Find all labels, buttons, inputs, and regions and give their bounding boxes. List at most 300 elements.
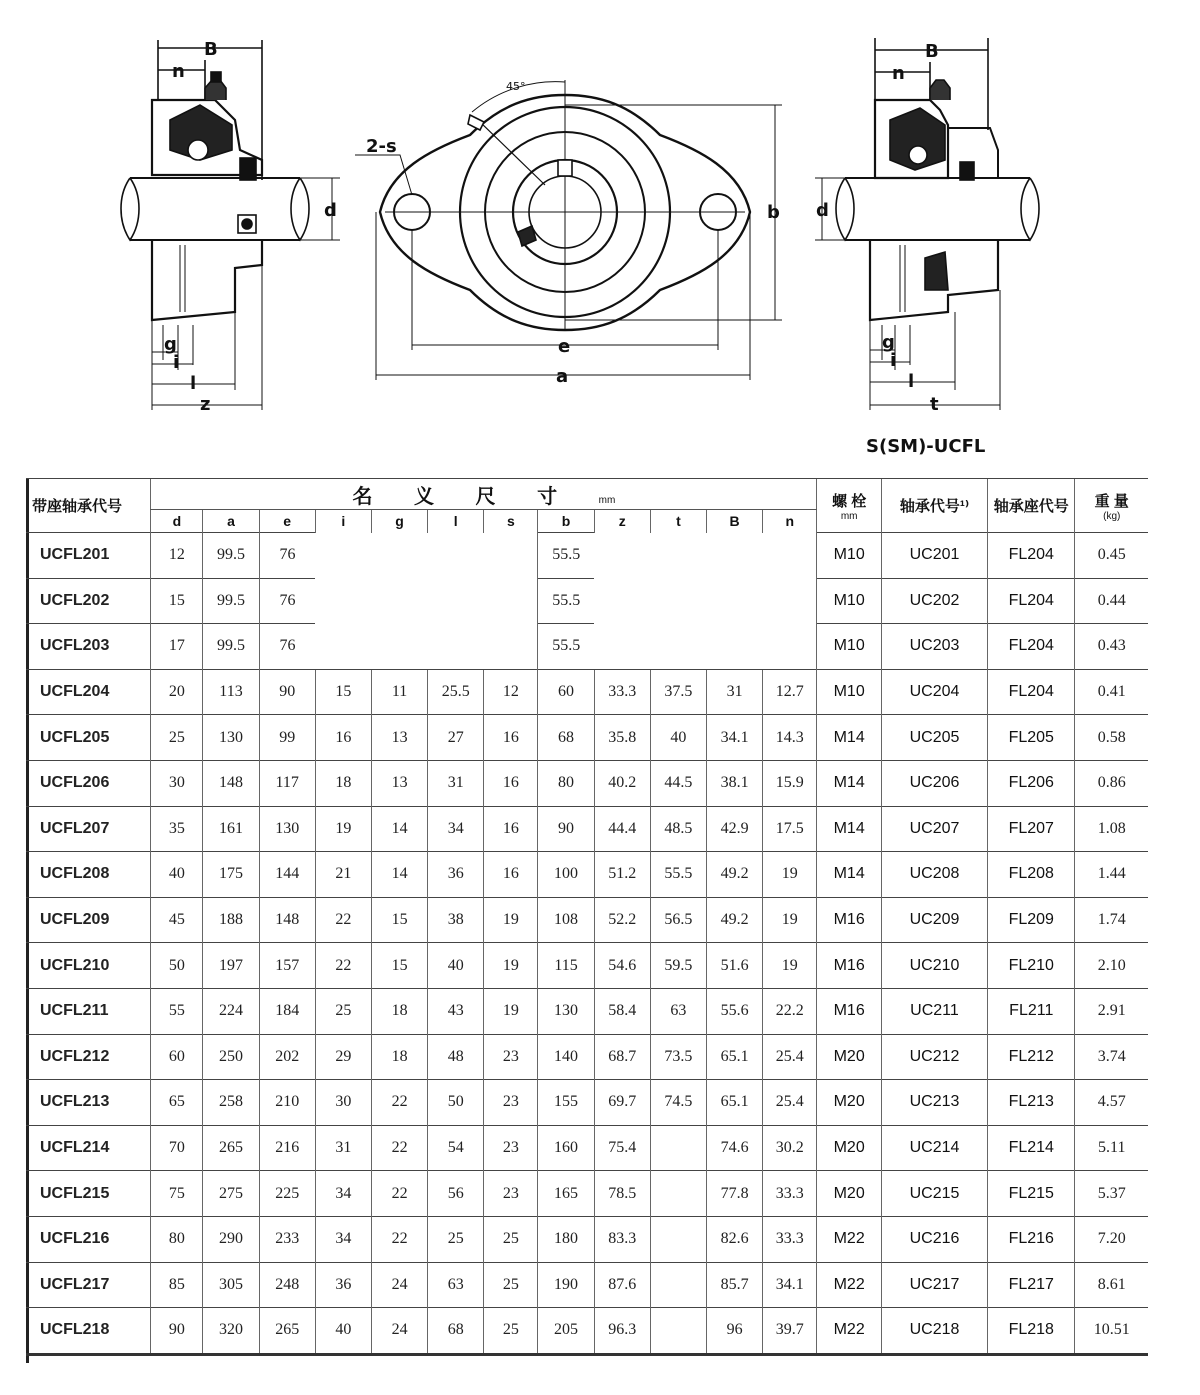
cell-t: 63 [650, 988, 706, 1034]
cell-b [707, 578, 763, 624]
cell-s: 16 [484, 760, 538, 806]
cell-b: 96 [707, 1308, 763, 1355]
cell-z: 58.4 [594, 988, 650, 1034]
cell-t: 44.5 [650, 760, 706, 806]
cell-bearing: UC214 [881, 1125, 987, 1171]
cell-i: 31 [315, 1125, 371, 1171]
cell-a: 305 [203, 1262, 259, 1308]
table-row [26, 760, 1148, 806]
cell-b: 55.5 [538, 624, 594, 670]
table-row [26, 1171, 1148, 1217]
cell-a: 197 [203, 943, 259, 989]
cell-a: 258 [203, 1080, 259, 1126]
cell-bolt: M16 [817, 897, 882, 943]
cell-t [650, 624, 706, 670]
table-body [26, 533, 1148, 1355]
label-B-left: B [204, 39, 218, 60]
dim-header-4: i [315, 510, 371, 533]
weight-unit: (kg) [1103, 510, 1121, 522]
cell-bearing: UC202 [881, 578, 987, 624]
technical-drawing [0, 0, 1200, 470]
label-g-left: g [164, 334, 177, 355]
header-row-top [26, 479, 1148, 510]
cell-t: 55.5 [650, 852, 706, 898]
cell-a: 130 [203, 715, 259, 761]
cell-g: 22 [371, 1216, 427, 1262]
cell-weight: 7.20 [1075, 1216, 1148, 1262]
cell-n: 12.7 [763, 669, 817, 715]
dim-header-2: a [203, 510, 259, 533]
bearing-column-header: 轴承代号¹⁾ [881, 479, 987, 533]
cell-housing: FL216 [988, 1216, 1075, 1262]
cell-b: 74.6 [707, 1125, 763, 1171]
cell-z: 69.7 [594, 1080, 650, 1126]
side-view-right [815, 38, 1039, 410]
cell-s: 25 [484, 1262, 538, 1308]
nominal-dimensions-title: 名 义 尺 寸 [352, 485, 576, 508]
cell-housing: FL208 [988, 852, 1075, 898]
cell-housing: FL215 [988, 1171, 1075, 1217]
cell-a: 265 [203, 1125, 259, 1171]
cell-g: 18 [371, 1034, 427, 1080]
cell-bolt: M16 [817, 943, 882, 989]
cell-model: UCFL210 [26, 943, 151, 989]
label-e-front: e [558, 336, 571, 357]
cell-bearing: UC206 [881, 760, 987, 806]
cell-z: 33.3 [594, 669, 650, 715]
cell-d: 50 [151, 943, 203, 989]
cell-bearing: UC217 [881, 1262, 987, 1308]
cell-model: UCFL206 [26, 760, 151, 806]
cell-b: 42.9 [707, 806, 763, 852]
cell-bearing: UC212 [881, 1034, 987, 1080]
cell-model: UCFL214 [26, 1125, 151, 1171]
cell-t: 59.5 [650, 943, 706, 989]
cell-z [594, 533, 650, 579]
cell-n: 14.3 [763, 715, 817, 761]
cell-l: 54 [428, 1125, 484, 1171]
cell-t: 37.5 [650, 669, 706, 715]
table-row [26, 669, 1148, 715]
cell-housing: FL204 [988, 533, 1075, 579]
cell-a: 99.5 [203, 578, 259, 624]
cell-a: 161 [203, 806, 259, 852]
cell-bearing: UC216 [881, 1216, 987, 1262]
cell-bolt: M10 [817, 624, 882, 670]
cell-bolt: M20 [817, 1125, 882, 1171]
cell-z: 83.3 [594, 1216, 650, 1262]
dim-header-11: B [707, 510, 763, 533]
weight-column-header [1075, 479, 1148, 533]
side-view-left [121, 40, 340, 410]
cell-e: 144 [259, 852, 315, 898]
cell-d: 25 [151, 715, 203, 761]
cell-z: 40.2 [594, 760, 650, 806]
cell-weight: 3.74 [1075, 1034, 1148, 1080]
cell-d: 45 [151, 897, 203, 943]
cell-s: 23 [484, 1171, 538, 1217]
cell-b: 65.1 [707, 1034, 763, 1080]
bolt-column-header [817, 479, 882, 533]
table-row [26, 624, 1148, 670]
cell-d: 17 [151, 624, 203, 670]
cell-i: 34 [315, 1216, 371, 1262]
cell-e: 76 [259, 578, 315, 624]
cell-l [428, 624, 484, 670]
cell-a: 148 [203, 760, 259, 806]
dim-header-12: n [763, 510, 817, 533]
table-row [26, 1216, 1148, 1262]
cell-e: 184 [259, 988, 315, 1034]
cell-b: 165 [538, 1171, 594, 1217]
table-row [26, 988, 1148, 1034]
cell-b: 49.2 [707, 897, 763, 943]
cell-bearing: UC210 [881, 943, 987, 989]
cell-l: 25.5 [428, 669, 484, 715]
cell-d: 35 [151, 806, 203, 852]
cell-housing: FL207 [988, 806, 1075, 852]
cell-b [707, 533, 763, 579]
table-row [26, 897, 1148, 943]
cell-n: 15.9 [763, 760, 817, 806]
dim-header-8: b [538, 510, 594, 533]
cell-n: 30.2 [763, 1125, 817, 1171]
model-caption: S(SM)-UCFL [866, 436, 986, 457]
cell-i: 21 [315, 852, 371, 898]
cell-d: 12 [151, 533, 203, 579]
cell-b: 49.2 [707, 852, 763, 898]
cell-t: 40 [650, 715, 706, 761]
cell-i: 25 [315, 988, 371, 1034]
cell-b: 51.6 [707, 943, 763, 989]
cell-b: 100 [538, 852, 594, 898]
cell-weight: 0.45 [1075, 533, 1148, 579]
cell-i [315, 533, 371, 579]
cell-l: 56 [428, 1171, 484, 1217]
cell-b: 55.5 [538, 578, 594, 624]
cell-bearing: UC204 [881, 669, 987, 715]
cell-bearing: UC205 [881, 715, 987, 761]
cell-s [484, 578, 538, 624]
table-row [26, 1308, 1148, 1355]
cell-l: 31 [428, 760, 484, 806]
cell-g: 24 [371, 1308, 427, 1355]
cell-a: 113 [203, 669, 259, 715]
cell-g: 13 [371, 715, 427, 761]
cell-housing: FL204 [988, 624, 1075, 670]
cell-weight: 4.57 [1075, 1080, 1148, 1126]
cell-s: 16 [484, 715, 538, 761]
table-row [26, 1262, 1148, 1308]
cell-t [650, 1171, 706, 1217]
cell-s: 25 [484, 1308, 538, 1355]
cell-model: UCFL213 [26, 1080, 151, 1126]
cell-n: 19 [763, 852, 817, 898]
cell-b: 68 [538, 715, 594, 761]
cell-b: 60 [538, 669, 594, 715]
cell-n [763, 624, 817, 670]
cell-e: 99 [259, 715, 315, 761]
cell-g: 18 [371, 988, 427, 1034]
cell-e: 90 [259, 669, 315, 715]
cell-d: 30 [151, 760, 203, 806]
cell-e: 248 [259, 1262, 315, 1308]
cell-bolt: M10 [817, 533, 882, 579]
cell-bolt: M14 [817, 760, 882, 806]
cell-i: 40 [315, 1308, 371, 1355]
cell-e: 233 [259, 1216, 315, 1262]
model-column-header: 带座轴承代号 [26, 479, 151, 533]
label-t-right: t [930, 394, 939, 415]
cell-l: 40 [428, 943, 484, 989]
cell-e: 148 [259, 897, 315, 943]
cell-g: 15 [371, 943, 427, 989]
cell-b: 90 [538, 806, 594, 852]
label-d-left: d [324, 200, 337, 221]
cell-i: 18 [315, 760, 371, 806]
cell-b: 55.6 [707, 988, 763, 1034]
cell-g [371, 624, 427, 670]
cell-i: 36 [315, 1262, 371, 1308]
cell-n: 34.1 [763, 1262, 817, 1308]
cell-s: 23 [484, 1034, 538, 1080]
cell-z: 78.5 [594, 1171, 650, 1217]
cell-l: 27 [428, 715, 484, 761]
cell-i: 34 [315, 1171, 371, 1217]
cell-model: UCFL204 [26, 669, 151, 715]
cell-bearing: UC213 [881, 1080, 987, 1126]
cell-l: 25 [428, 1216, 484, 1262]
cell-weight: 2.91 [1075, 988, 1148, 1034]
cell-n: 17.5 [763, 806, 817, 852]
cell-weight: 5.11 [1075, 1125, 1148, 1171]
cell-z: 75.4 [594, 1125, 650, 1171]
cell-e: 210 [259, 1080, 315, 1126]
cell-i: 16 [315, 715, 371, 761]
cell-t [650, 1125, 706, 1171]
cell-weight: 1.08 [1075, 806, 1148, 852]
cell-bearing: UC211 [881, 988, 987, 1034]
cell-weight: 8.61 [1075, 1262, 1148, 1308]
cell-b [707, 624, 763, 670]
cell-l [428, 578, 484, 624]
cell-bearing: UC209 [881, 897, 987, 943]
front-view [355, 80, 782, 380]
bolt-title: 螺 栓 [832, 492, 867, 510]
cell-i: 15 [315, 669, 371, 715]
cell-model: UCFL203 [26, 624, 151, 670]
cell-t: 48.5 [650, 806, 706, 852]
cell-bolt: M10 [817, 669, 882, 715]
housing-column-header: 轴承座代号 [988, 479, 1075, 533]
cell-d: 20 [151, 669, 203, 715]
label-2s: 2-s [366, 136, 397, 157]
cell-bearing: UC215 [881, 1171, 987, 1217]
table-row [26, 1125, 1148, 1171]
cell-s: 23 [484, 1080, 538, 1126]
label-g-right: g [882, 332, 895, 353]
cell-t [650, 1262, 706, 1308]
cell-b: 115 [538, 943, 594, 989]
cell-weight: 0.41 [1075, 669, 1148, 715]
label-l-right: l [908, 371, 915, 392]
nominal-dimensions-header [151, 479, 817, 510]
cell-d: 90 [151, 1308, 203, 1355]
cell-weight: 2.10 [1075, 943, 1148, 989]
cell-housing: FL212 [988, 1034, 1075, 1080]
cell-t: 73.5 [650, 1034, 706, 1080]
cell-b: 31 [707, 669, 763, 715]
cell-b: 82.6 [707, 1216, 763, 1262]
nominal-dimensions-unit: mm [598, 494, 616, 506]
cell-housing: FL213 [988, 1080, 1075, 1126]
cell-g: 22 [371, 1171, 427, 1217]
cell-a: 250 [203, 1034, 259, 1080]
cell-model: UCFL211 [26, 988, 151, 1034]
cell-model: UCFL208 [26, 852, 151, 898]
cell-g: 13 [371, 760, 427, 806]
cell-bolt: M20 [817, 1080, 882, 1126]
cell-i [315, 578, 371, 624]
cell-i [315, 624, 371, 670]
cell-a: 188 [203, 897, 259, 943]
cell-s: 25 [484, 1216, 538, 1262]
weight-title: 重 量 [1094, 492, 1129, 510]
cell-housing: FL206 [988, 760, 1075, 806]
cell-b: 34.1 [707, 715, 763, 761]
cell-b: 160 [538, 1125, 594, 1171]
cell-housing: FL218 [988, 1308, 1075, 1355]
cell-n: 22.2 [763, 988, 817, 1034]
table-row [26, 715, 1148, 761]
cell-bolt: M22 [817, 1216, 882, 1262]
cell-t [650, 533, 706, 579]
cell-z [594, 578, 650, 624]
cell-g: 11 [371, 669, 427, 715]
cell-weight: 0.86 [1075, 760, 1148, 806]
cell-bolt: M22 [817, 1308, 882, 1355]
cell-l: 38 [428, 897, 484, 943]
label-angle: 45° [506, 80, 526, 93]
cell-b: 85.7 [707, 1262, 763, 1308]
cell-t: 74.5 [650, 1080, 706, 1126]
cell-model: UCFL202 [26, 578, 151, 624]
cell-i: 30 [315, 1080, 371, 1126]
cell-b: 180 [538, 1216, 594, 1262]
cell-weight: 0.43 [1075, 624, 1148, 670]
cell-weight: 1.74 [1075, 897, 1148, 943]
cell-bolt: M14 [817, 715, 882, 761]
cell-d: 70 [151, 1125, 203, 1171]
cell-i: 22 [315, 897, 371, 943]
cell-b: 108 [538, 897, 594, 943]
cell-e: 157 [259, 943, 315, 989]
cell-e: 216 [259, 1125, 315, 1171]
cell-n: 25.4 [763, 1080, 817, 1126]
cell-housing: FL205 [988, 715, 1075, 761]
cell-bolt: M20 [817, 1034, 882, 1080]
label-z-left: z [200, 394, 211, 415]
cell-l: 36 [428, 852, 484, 898]
cell-t [650, 1308, 706, 1355]
cell-a: 275 [203, 1171, 259, 1217]
cell-bearing: UC203 [881, 624, 987, 670]
cell-model: UCFL212 [26, 1034, 151, 1080]
cell-b: 80 [538, 760, 594, 806]
cell-bearing: UC218 [881, 1308, 987, 1355]
dim-header-10: t [650, 510, 706, 533]
cell-e: 130 [259, 806, 315, 852]
cell-d: 65 [151, 1080, 203, 1126]
cell-s: 12 [484, 669, 538, 715]
cell-weight: 5.37 [1075, 1171, 1148, 1217]
cell-housing: FL217 [988, 1262, 1075, 1308]
cell-housing: FL209 [988, 897, 1075, 943]
cell-n: 33.3 [763, 1216, 817, 1262]
table-row [26, 943, 1148, 989]
cell-z: 51.2 [594, 852, 650, 898]
cell-bolt: M14 [817, 806, 882, 852]
cell-z: 54.6 [594, 943, 650, 989]
dim-header-5: g [371, 510, 427, 533]
cell-t [650, 1216, 706, 1262]
cell-s: 23 [484, 1125, 538, 1171]
cell-l: 50 [428, 1080, 484, 1126]
cell-g [371, 533, 427, 579]
cell-bolt: M10 [817, 578, 882, 624]
cell-n: 19 [763, 897, 817, 943]
label-n-left: n [172, 61, 185, 82]
cell-g: 22 [371, 1080, 427, 1126]
cell-l: 34 [428, 806, 484, 852]
cell-b: 38.1 [707, 760, 763, 806]
cell-model: UCFL205 [26, 715, 151, 761]
cell-d: 75 [151, 1171, 203, 1217]
cell-model: UCFL216 [26, 1216, 151, 1262]
cell-b: 77.8 [707, 1171, 763, 1217]
label-i-left: i [173, 352, 180, 373]
cell-g: 15 [371, 897, 427, 943]
cell-b: 55.5 [538, 533, 594, 579]
cell-weight: 0.58 [1075, 715, 1148, 761]
cell-b: 155 [538, 1080, 594, 1126]
cell-e: 76 [259, 624, 315, 670]
cell-bearing: UC207 [881, 806, 987, 852]
cell-housing: FL210 [988, 943, 1075, 989]
cell-model: UCFL209 [26, 897, 151, 943]
cell-b: 205 [538, 1308, 594, 1355]
cell-e: 76 [259, 533, 315, 579]
cell-i: 19 [315, 806, 371, 852]
cell-bolt: M16 [817, 988, 882, 1034]
cell-model: UCFL207 [26, 806, 151, 852]
cell-model: UCFL215 [26, 1171, 151, 1217]
cell-n [763, 578, 817, 624]
cell-housing: FL211 [988, 988, 1075, 1034]
cell-model: UCFL218 [26, 1308, 151, 1355]
cell-d: 85 [151, 1262, 203, 1308]
cell-b: 65.1 [707, 1080, 763, 1126]
cell-s: 16 [484, 852, 538, 898]
dim-header-6: l [428, 510, 484, 533]
dim-header-7: s [484, 510, 538, 533]
dim-header-9: z [594, 510, 650, 533]
cell-model: UCFL201 [26, 533, 151, 579]
table-row [26, 533, 1148, 579]
cell-z: 96.3 [594, 1308, 650, 1355]
cell-e: 265 [259, 1308, 315, 1355]
table-row [26, 806, 1148, 852]
